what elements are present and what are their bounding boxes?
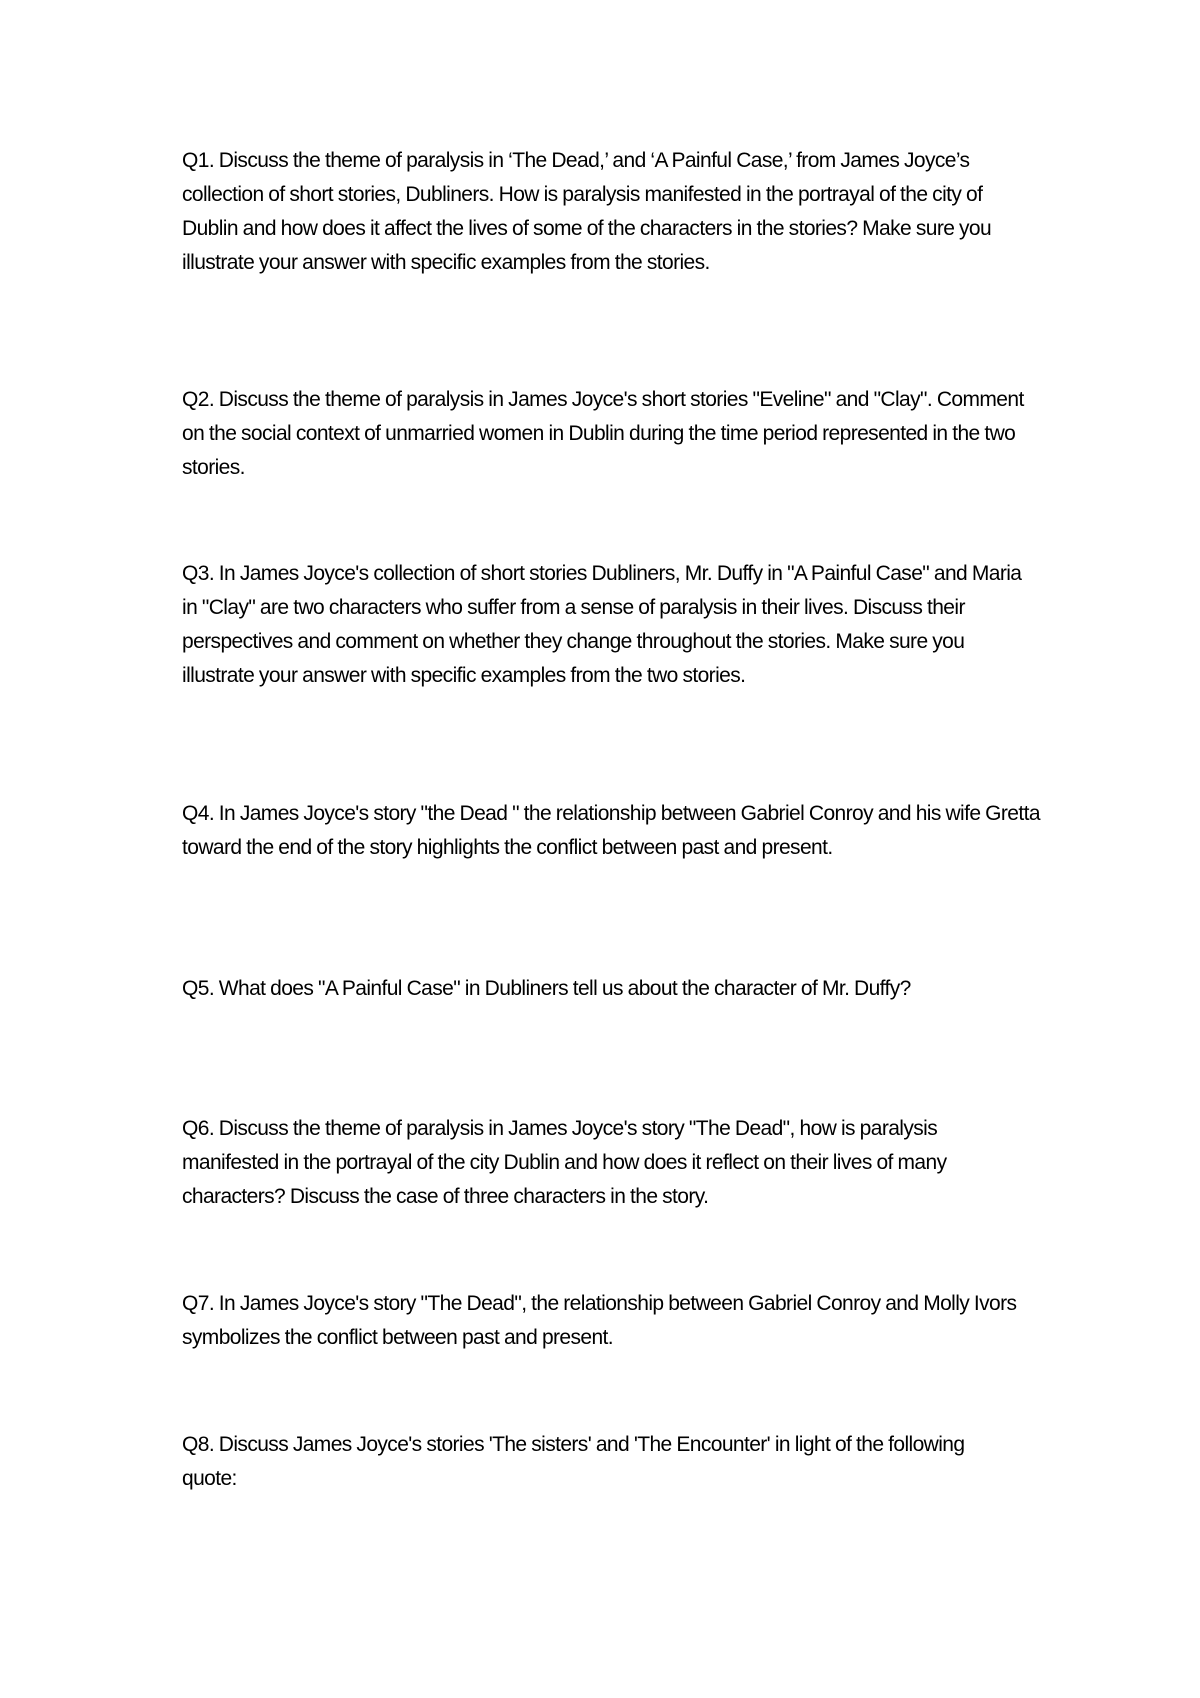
question-4: Q4. In James Joyce's story "the Dead " the relationship between Gabriel Conroy and his wife Gretta toward the end of the story highlights the conflict between past and present. [182, 802, 1040, 859]
question-1: Q1. Discuss the theme of paralysis in ‘The Dead,’ and ‘A Painful Case,’ from James Joyce’s collection of short stories, Dubliners. How is paralysis manifested in the portrayal of the city of Dublin and how does it affect the lives of some of the characters in the stories? Make sure you illustrate your answer with specific examples from the stories. [182, 149, 992, 274]
question-5: Q5. What does "A Painful Case" in Dubliners tell us about the character of Mr. Duffy? [182, 977, 911, 1000]
question-2: Q2. Discuss the theme of paralysis in James Joyce's short stories "Eveline" and "Clay". Comment on the social context of unmarried women in Dublin during the time period represented in the two stories. [182, 388, 1024, 479]
question-3: Q3. In James Joyce's collection of short stories Dubliners, Mr. Duffy in "A Painful Case" and Maria in "Clay" are two characters who suffer from a sense of paralysis in their lives. Discuss their perspectives and comment on whether they change throughout the stories. Make sure you illustrate your answer with specific examples from the two stories. [182, 562, 1022, 687]
question-8: Q8. Discuss James Joyce's stories 'The sisters' and 'The Encounter' in light of the following quote: [182, 1433, 965, 1490]
question-7: Q7. In James Joyce's story "The Dead", the relationship between Gabriel Conroy and Molly Ivors symbolizes the conflict between past and present. [182, 1292, 1017, 1349]
question-6: Q6. Discuss the theme of paralysis in James Joyce's story "The Dead", how is paralysis manifested in the portrayal of the city Dublin and how does it reflect on their lives of many characters? Discuss the case of three characters in the story. [182, 1117, 947, 1208]
